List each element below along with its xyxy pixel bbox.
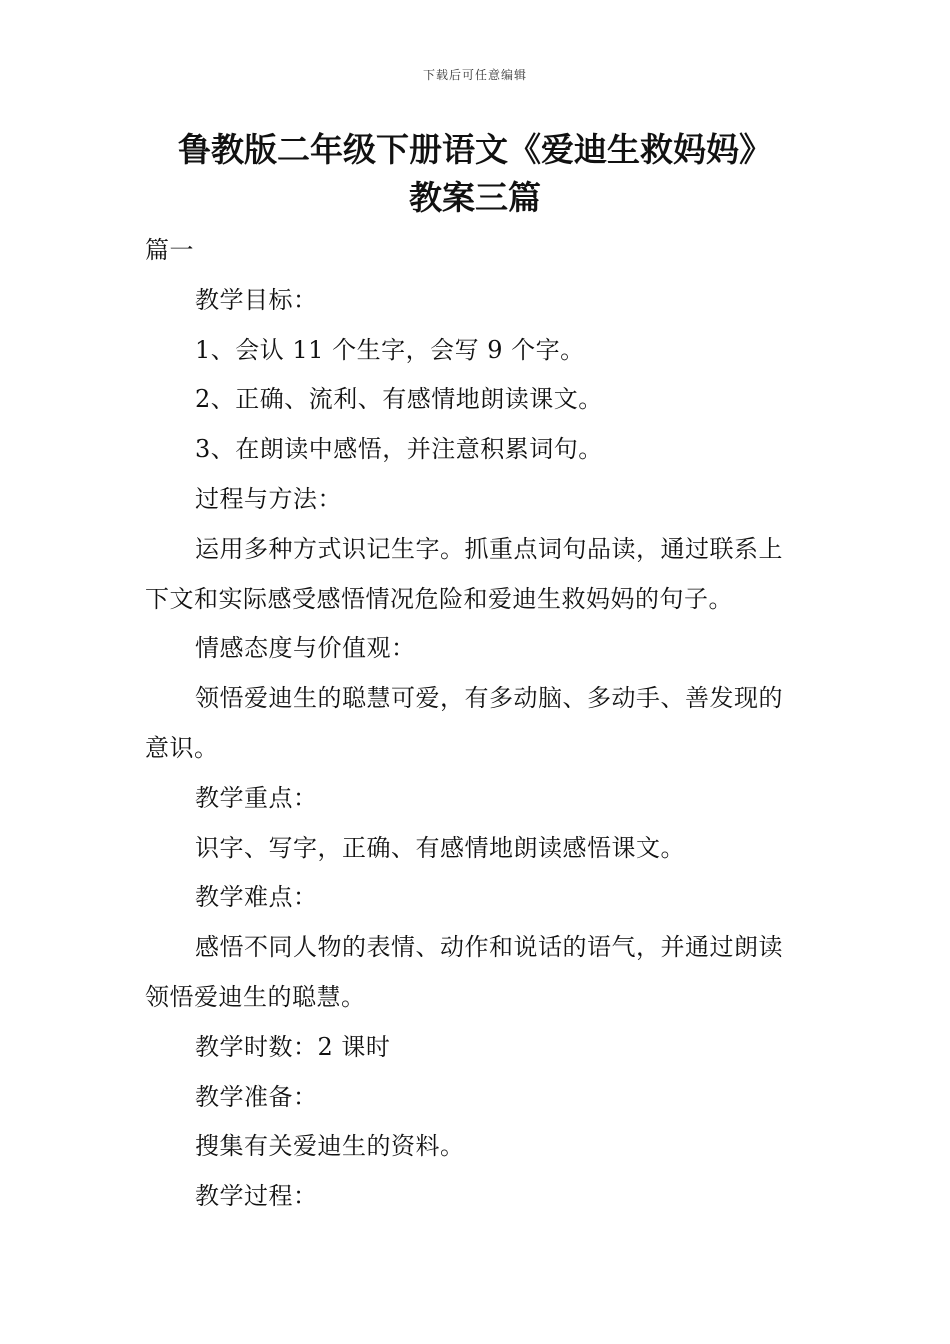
paragraph: 教学难点：: [195, 883, 318, 912]
paragraph: 过程与方法：: [195, 484, 342, 513]
section-heading: 篇一: [145, 236, 194, 264]
paragraph: 教学准备：: [195, 1082, 318, 1111]
paragraph: 领悟爱迪生的聪慧可爱，有多动脑、多动手、善发现的意识。: [145, 684, 783, 762]
paragraph: 搜集有关爱迪生的资料。: [195, 1132, 465, 1161]
title-line-2: 教案三篇: [409, 178, 541, 217]
paragraph: 3、在朗读中感悟，并注意积累词句。: [195, 435, 603, 464]
paragraph: 1、会认 11 个生字，会写 9 个字。: [195, 335, 585, 364]
document-title: [120, 126, 830, 222]
paragraph: 识字、写字，正确、有感情地朗读感悟课文。: [195, 833, 685, 862]
paragraph: 教学过程：: [195, 1182, 318, 1211]
paragraph: 感悟不同人物的表情、动作和说话的语气，并通过朗读领悟爱迪生的聪慧。: [145, 933, 783, 1011]
paragraph: 教学时数：2 课时: [195, 1032, 391, 1061]
title-line-1: 鲁教版二年级下册语文《爱迪生救妈妈》: [178, 130, 772, 169]
paragraph: 运用多种方式识记生字。抓重点词句品读，通过联系上下文和实际感受感悟情况危险和爱迪生救妈妈的句子。: [145, 534, 783, 613]
header-note: 下载后可任意编辑: [422, 68, 527, 82]
paragraph: 情感态度与价值观：: [195, 634, 416, 663]
paragraph: 教学重点：: [195, 783, 318, 812]
paragraph: 教学目标：: [195, 285, 318, 314]
paragraph: 2、正确、流利、有感情地朗读课文。: [195, 385, 603, 414]
document-body: [145, 226, 807, 1222]
